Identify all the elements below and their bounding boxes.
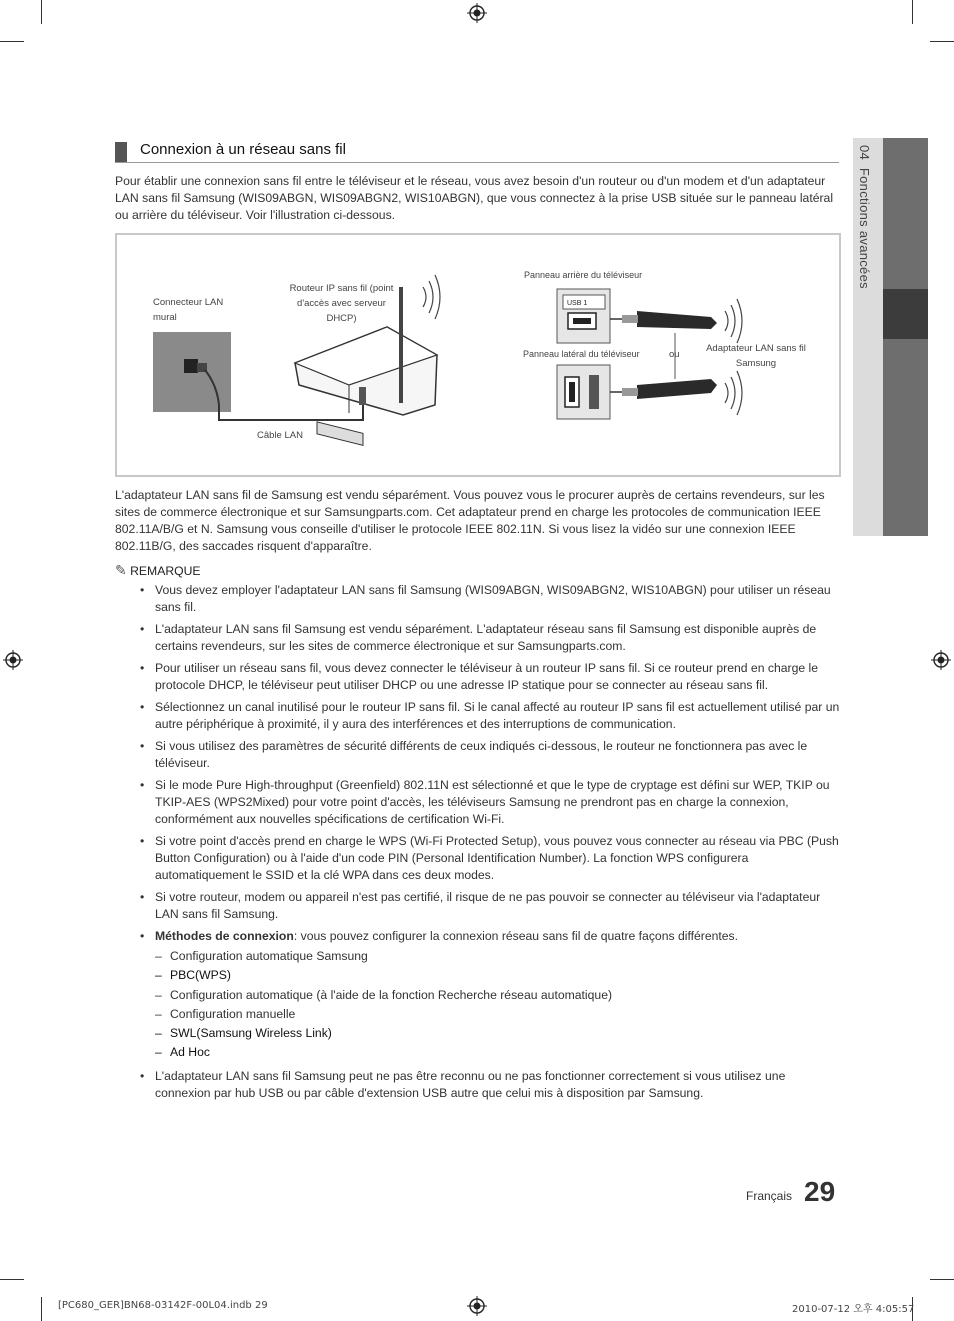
list-item: • Sélectionnez un canal inutilisé pour le routeur IP sans fil. Si le canal affecté au routeur IP sans fil est actuellement utilisé par un autre périphérique à proximité, il y aura des interférences et des interruptions de communication.: [140, 700, 840, 731]
registration-mark-icon: [467, 3, 487, 23]
bullet-icon: •: [140, 661, 145, 675]
list-item: • L'adaptateur LAN sans fil Samsung peut ne pas être reconnu ou ne pas fonctionner correctement si vous utilisez une connexion par hub USB ou par câble d'extension USB autre que celui mis à disposition par Samsung.: [140, 1068, 786, 1100]
chapter-title: Fonctions avancées: [857, 167, 872, 289]
notes-list: [140, 582, 840, 1102]
remark-heading: [115, 562, 201, 579]
page-number: 29: [804, 1176, 836, 1207]
method-item: – PBC(WPS): [155, 968, 231, 983]
label-or: ou: [669, 349, 680, 360]
bullet-icon: •: [140, 622, 145, 636]
method-item: – Configuration manuelle: [155, 1006, 296, 1021]
method-item: – SWL(Samsung Wireless Link): [155, 1026, 332, 1041]
section-heading: [115, 140, 839, 163]
list-item: • Si votre routeur, modem ou appareil n'est pas certifié, il risque de ne pas pouvoir se connecter au téléviseur via l'adaptateur LAN sans fil Samsung.: [140, 890, 821, 921]
bullet-icon: •: [140, 929, 145, 943]
sidebar-chapter-label: [857, 145, 872, 289]
usb-port-label: USB 1: [567, 300, 588, 307]
label-wall-connector: Connecteur LAN mural: [153, 297, 224, 323]
list-item: • L'adaptateur LAN sans fil Samsung est vendu séparément. L'adaptateur réseau sans fil Samsung est disponible auprès de certains revendeurs, sur les sites de commerce électronique et sur Samsungparts.com.: [140, 622, 817, 653]
list-item: • Si le mode Pure High-throughput (Greenfield) 802.11N est sélectionné et que le type de cryptage est défini sur WEP, TKIP ou TKIP-AES (WPS2Mixed) pour votre point d'accès, les téléviseurs Samsung ne prendront pas en charge la connexion, conformément aux nouvelles spécifications de certification Wi-Fi.: [140, 778, 830, 826]
list-item: • Si votre point d'accès prend en charge le WPS (Wi-Fi Protected Setup), vous pouvez vous connecter au réseau via PBC (Push Button Configuration) ou à l'aide d'un code PIN (Personal Identification Number). La fonction WPS configurera automatiquement le SSID et la clé WPA dans ces deux modes.: [140, 834, 839, 882]
remark-label: REMARQUE: [130, 564, 201, 578]
adapter-paragraph: L'adaptateur LAN sans fil de Samsung est vendu séparément. Vous pouvez vous le procurer auprès de certains revendeurs, sur les sites de commerce électronique et sur Samsungparts.com. Cet adaptateur prend en charge les protocoles de communication IEEE 802.11A/B/G et N. Samsung vous conseille d'utiliser le protocole IEEE 802.11N. Si vous lisez la vidéo sur une connexion IEEE 802.11B/G, des saccades risquent d'apparaître.: [115, 488, 825, 553]
list-item-methods: [140, 928, 840, 1063]
registration-mark-icon: [467, 1296, 487, 1316]
print-file-info: [PC680_GER]BN68-03142F-00L04.indb 29: [58, 1300, 268, 1311]
sidebar-active-tab: [883, 289, 928, 339]
print-date-info: 2010-07-12 오후 4:05:57: [792, 1304, 915, 1315]
crop-mark: [912, 0, 913, 24]
methods-label: Méthodes de connexion: [155, 929, 294, 943]
method-item: – Configuration automatique Samsung: [155, 949, 368, 963]
crop-mark: [930, 41, 954, 42]
section-title: Connexion à un réseau sans fil: [140, 141, 346, 158]
wall-jack: [184, 359, 198, 373]
intro-paragraph: Pour établir une connexion sans fil entre le téléviseur et le réseau, vous avez besoin d'un routeur ou d'un modem et d'un adaptateur LAN sans fil Samsung (WIS09ABGN, WIS09ABGN2, WIS10ABGN), que vous connectez à la prise USB située sur le panneau latéral ou arrière du téléviseur. Voir l'illustration ci-dessous.: [115, 174, 834, 222]
heading-marker: [115, 142, 127, 162]
registration-mark-icon: [931, 650, 951, 670]
bullet-icon: •: [140, 834, 145, 848]
router-ports: [317, 422, 363, 445]
bullet-icon: •: [140, 1068, 145, 1083]
footer-language: Français: [746, 1189, 793, 1203]
network-diagram: [115, 233, 841, 477]
list-item: • Si vous utilisez des paramètres de sécurité différents de ceux indiqués ci-dessous, le routeur ne fonctionnera pas avec le téléviseur.: [140, 739, 808, 770]
adapter-bottom: [637, 379, 717, 399]
bullet-icon: •: [140, 583, 145, 597]
label-router: Routeur IP sans fil (point d'accès avec serveur DHCP): [289, 283, 394, 324]
crop-mark: [41, 1297, 42, 1321]
crop-mark: [0, 41, 24, 42]
crop-mark: [41, 0, 42, 24]
bullet-icon: •: [140, 739, 145, 753]
pencil-icon: ✎: [115, 562, 127, 578]
label-adapter: Adaptateur LAN sans fil Samsung: [706, 343, 806, 369]
chapter-number: 04: [857, 145, 872, 161]
list-item: • Pour utiliser un réseau sans fil, vous devez connecter le téléviseur à un routeur IP sans fil. Si ce routeur prend en charge le protocole DHCP, le téléviseur peut utiliser DHCP ou une adresse IP statique pour se connecter au réseau sans fil.: [140, 661, 819, 692]
adapter-top: [637, 311, 717, 329]
crop-mark: [930, 1279, 954, 1280]
label-side-panel: Panneau latéral du téléviseur: [523, 349, 640, 359]
list-item: • Vous devez employer l'adaptateur LAN sans fil Samsung (WIS09ABGN, WIS09ABGN2, WIS10ABGN) pour utiliser un réseau sans fil.: [140, 583, 831, 614]
methods-list: [155, 947, 840, 1063]
label-lan-cable: Câble LAN: [257, 430, 303, 441]
crop-mark: [0, 1279, 24, 1280]
bullet-icon: •: [140, 700, 145, 714]
method-item: – Ad Hoc: [155, 1045, 210, 1060]
methods-text: : vous pouvez configurer la connexion réseau sans fil de quatre façons différentes.: [293, 929, 739, 943]
bullet-icon: •: [140, 778, 145, 792]
bullet-icon: •: [140, 890, 145, 904]
method-item: – Configuration automatique (à l'aide de la fonction Recherche réseau automatique): [155, 987, 613, 1002]
label-rear-panel: Panneau arrière du téléviseur: [524, 270, 643, 280]
registration-mark-icon: [3, 650, 23, 670]
